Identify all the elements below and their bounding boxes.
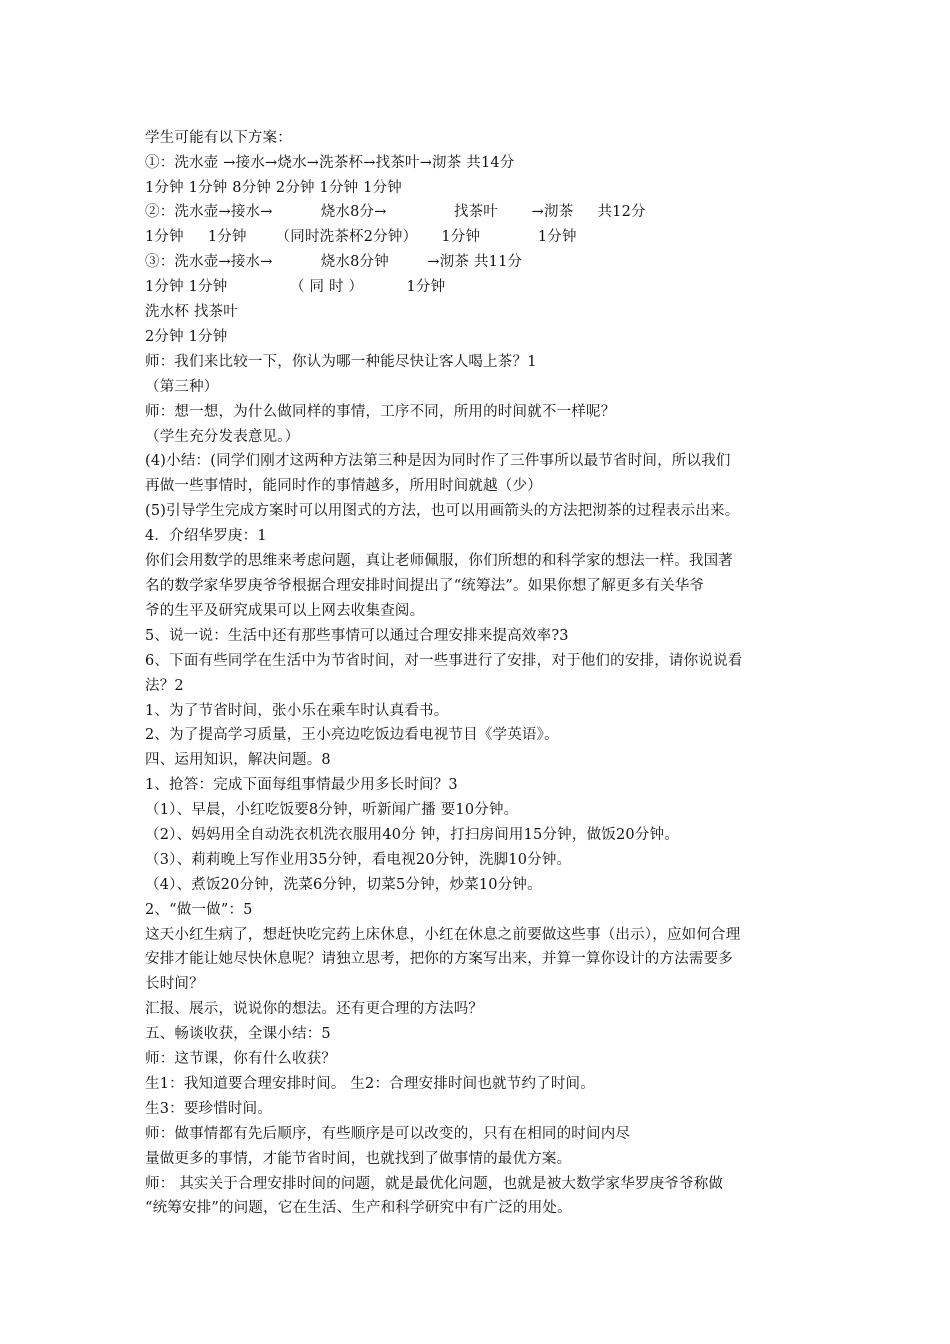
text-line: （第三种） — [145, 379, 219, 395]
text-line: 再做一些事情时，能同时作的事情越多，所用时间就越（少） — [145, 478, 542, 494]
text-line: (4)小结：(同学们刚才这两种方法第三种是因为同时作了三件事所以最节省时间，所以我们 — [145, 453, 731, 469]
text-line: （学生充分发表意见。） — [145, 429, 300, 445]
text-line: 1分钟 1分钟 （ 同 时 ） 1分钟 — [145, 279, 446, 295]
text-line: 安排才能让她尽快休息呢？请独立思考，把你的方案写出来，并算一算你设计的方法需要多 — [145, 951, 733, 967]
text-line: 5、说一说：生活中还有那些事情可以通过合理安排来提高效率?3 — [145, 628, 569, 644]
text-line: 四、运用知识，解决问题。8 — [145, 752, 331, 768]
text-line: 1分钟 1分钟 （同时洗茶杯2分钟） 1分钟 1分钟 — [145, 229, 577, 245]
text-line: 1、抢答：完成下面每组事情最少用多长时间？3 — [145, 777, 458, 793]
text-line: （3）、莉莉晚上写作业用35分钟，看电视20分钟，洗脚10分钟。 — [145, 852, 572, 868]
text-line: ②：洗水壶→接水→ 烧水8分→ 找茶叶 →沏茶 共12分 — [145, 204, 646, 220]
text-line: ③：洗水壶→接水→ 烧水8分钟 →沏茶 共11分 — [145, 254, 523, 270]
text-line: 师： 其实关于合理安排时间的问题，就是最优化问题，也就是被大数学家华罗庚爷爷称做 — [145, 1176, 724, 1192]
text-line: 长时间？ — [145, 976, 204, 992]
text-line: 五、畅谈收获，全课小结：5 — [145, 1026, 331, 1042]
text-line: 师：想一想，为什么做同样的事情，工序不同，所用的时间就不一样呢？ — [145, 404, 616, 420]
text-line: 汇报、展示，说说你的想法。还有更合理的方法吗？ — [145, 1001, 484, 1017]
text-line: “统筹安排”的问题，它在生活、生产和科学研究中有广泛的用处。 — [145, 1200, 572, 1216]
text-line: 师：这节课，你有什么收获？ — [145, 1051, 337, 1067]
text-line: （4）、煮饭20分钟，洗菜6分钟，切菜5分钟，炒菜10分钟。 — [145, 877, 542, 893]
text-line: ①：洗水壶 →接水→烧水→洗茶杯→找茶叶→沏茶 共14分 — [145, 155, 515, 171]
text-line: (5)引导学生完成方案时可以用图式的方法，也可以用画箭头的方法把沏茶的过程表示出来。 — [145, 503, 740, 519]
text-line: 生3：要珍惜时间。 — [145, 1101, 273, 1117]
text-line: 2分钟 1分钟 — [145, 329, 228, 345]
text-line: 师：做事情都有先后顺序，有些顺序是可以改变的，只有在相同的时间内尽 — [145, 1126, 631, 1142]
text-line: 2、为了提高学习质量，王小亮边吃饭边看电视节目《学英语》。 — [145, 727, 559, 743]
text-line: 2、“做一做”：5 — [145, 902, 253, 918]
text-line: 4．介绍华罗庚：1 — [145, 528, 267, 544]
text-line: 你们会用数学的思维来考虑问题，真让老师佩服，你们所想的和科学家的想法一样。我国著 — [145, 553, 733, 569]
text-line: 法？2 — [145, 678, 184, 694]
text-line: （1）、早晨，小红吃饭要8分钟，听新闻广播 要10分钟。 — [145, 802, 519, 818]
text-line: 师：我们来比较一下，你认为哪一种能尽快让客人喝上茶？1 — [145, 354, 537, 370]
text-line: 学生可能有以下方案： — [145, 130, 292, 146]
text-line: 量做更多的事情，才能节省时间，也就找到了做事情的最优方案。 — [145, 1151, 572, 1167]
text-line: （2）、妈妈用全自动洗衣机洗衣服用40分 钟，打扫房间用15分钟，做饭20分钟。 — [145, 827, 679, 843]
text-line: 1、为了节省时间，张小乐在乘车时认真看书。 — [145, 703, 449, 719]
text-line: 爷的生平及研究成果可以上网去收集查阅。 — [145, 603, 425, 619]
text-line: 1分钟 1分钟 8分钟 2分钟 1分钟 1分钟 — [145, 180, 402, 196]
text-line: 洗水杯 找茶叶 — [145, 304, 239, 320]
text-line: 名的数学家华罗庚爷爷根据合理安排时间提出了“统筹法”。如果你想了解更多有关华爷 — [145, 578, 705, 594]
text-line: 6、下面有些同学在生活中为节省时间，对一些事进行了安排，对于他们的安排，请你说说看 — [145, 653, 743, 669]
text-line: 这天小红生病了，想赶快吃完药上床休息，小红在休息之前要做这些事（出示），应如何合理 — [145, 927, 741, 943]
text-line: 生1：我知道要合理安排时间。 生2：合理安排时间也就节约了时间。 — [145, 1076, 595, 1092]
